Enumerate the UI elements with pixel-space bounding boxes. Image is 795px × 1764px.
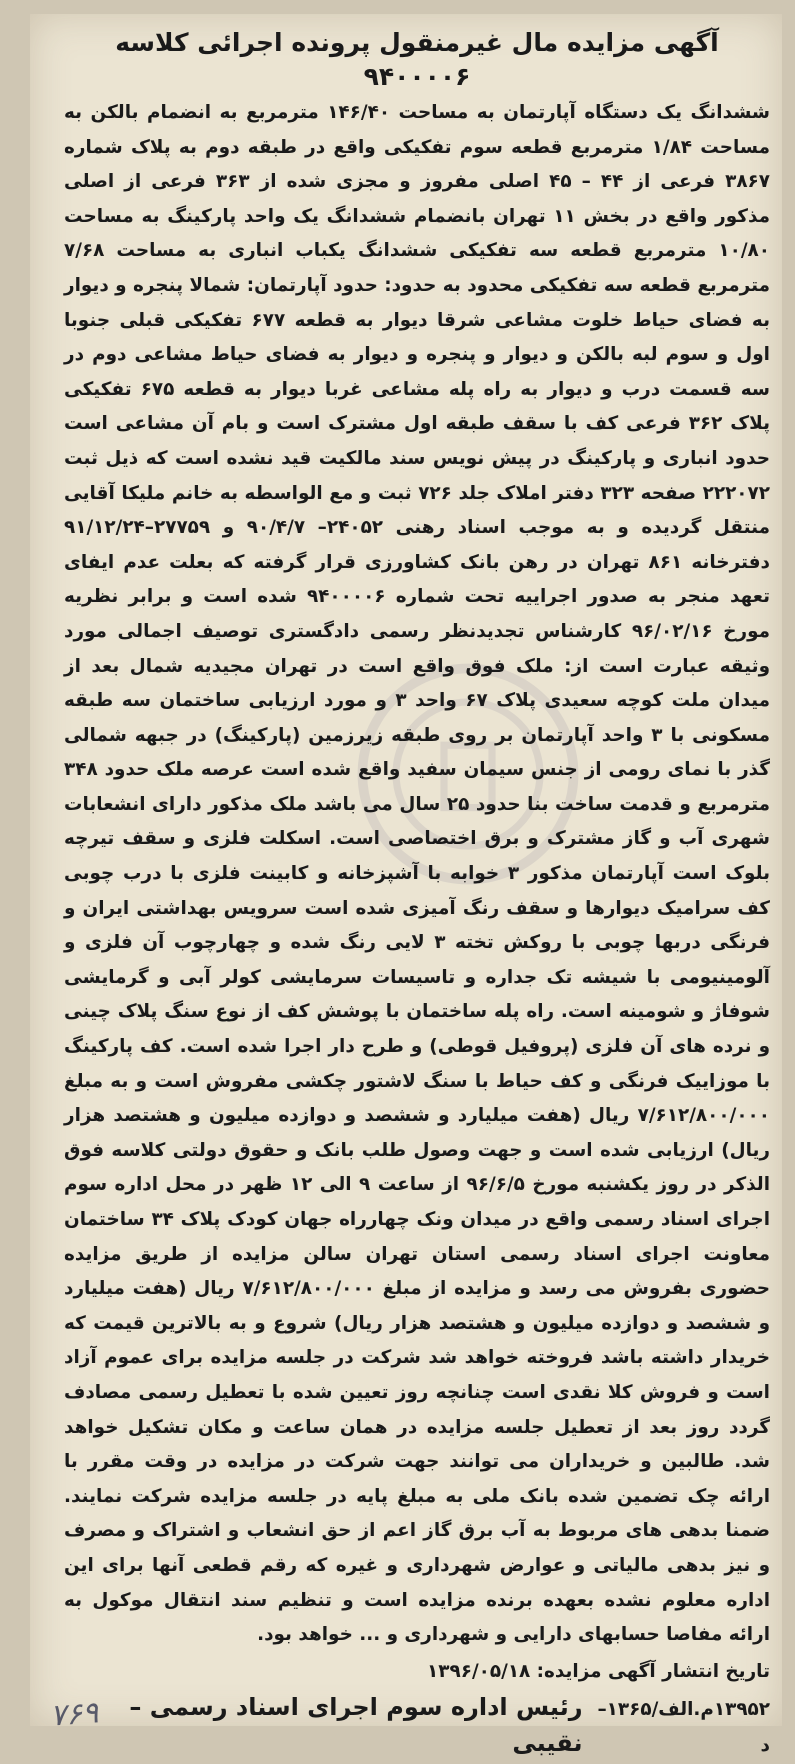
notice-title: آگهی مزایده مال غیرمنقول پرونده اجرائی کلاسه ۹۴۰۰۰۰۶: [115, 28, 719, 91]
reference-code: ۱۳۹۵۲م.الف/۱۳۶۵–د: [597, 1698, 770, 1756]
publication-date: تاریخ انتشار آگهی مزایده: ۱۳۹۶/۰۵/۱۸: [427, 1660, 770, 1682]
notice-body: ششدانگ یک دستگاه آپارتمان به مساحت ۱۴۶/۴۰ مترمربع به انضمام بالکن به مساحت ۱/۸۴ مترمربع قطعه سوم تفکیکی واقع در طبقه دوم به پلاک شماره ۳۸۶۷ فرعی از ۴۴ – ۴۵ اصلی مفروز و مجزی شده از ۳۶۳ فرعی از اصلی مذکور واقع در بخش ۱۱ تهران بانضمام ششدانگ یک واحد پارکینگ به مساحت ۱۰/۸۰ مترمربع قطعه سه تفکیکی ششدانگ یکباب انباری به مساحت ۷/۶۸ مترمربع قطعه سه تفکیکی محدود به حدود: حدود آپارتمان: شمالا پنجره و دیوار به فضای حیاط خلوت مشاعی شرقا دیوار به قطعه ۶۷۷ تفکیکی قبلی جنوبا اول و سوم لبه بالکن و دیوار و پنجره و دیوار به فضای حیاط مشاعی دوم در سه قسمت درب و دیوار به راه پله مشاعی غربا دیوار به قطعه ۶۷۵ تفکیکی پلاک ۳۶۲ فرعی کف با سقف طبقه اول مشترک است و بام آن مشاعی است حدود انباری و پارکینگ در پیش نویس سند مالکیت قید نشده است که ذیل ثبت ۲۲۲۰۷۲ صفحه ۳۲۳ دفتر املاک جلد ۷۲۶ ثبت و مع الواسطه به خانم ملیکا آقایی منتقل گردیده و به موجب اسناد رهنی ۲۴۰۵۲– ۹۰/۴/۷ و ۲۷۷۵۹–۹۱/۱۲/۲۴ دفترخانه ۸۶۱ تهران در رهن بانک کشاورزی قرار گرفته که بعلت عدم ایفای تعهد منجر به صدور اجراییه تحت شماره ۹۴۰۰۰۰۶ شده است و برابر نظریه مورخ ۹۶/۰۲/۱۶ کارشناس تجدیدنظر رسمی دادگستری توصیف اجمالی مورد وثیقه عبارت است از: ملک فوق واقع است در تهران مجیدیه شمال بعد از میدان ملت کوچه سعیدی پلاک ۶۷ واحد ۳ و مورد ارزیابی ساختمان سه طبقه مسکونی با ۳ واحد آپارتمان بر روی طبقه زیرزمین (پارکینگ) در جبهه شمالی گذر با نمای رومی از جنس سیمان سفید واقع شده است عرصه ملک حدود ۳۴۸ مترمربع و قدمت ساخت بنا حدود ۲۵ سال می باشد ملک مذکور دارای انشعابات شهری آب و گاز مشترک و برق اختصاصی است. اسکلت فلزی و سقف تیرچه بلوک است آپارتمان مذکور ۳ خوابه با آشپزخانه و کابینت فلزی با درب چوبی کف سرامیک دیوارها و سقف رنگ آمیزی شده است سرویس بهداشتی ایران و فرنگی دربها چوبی با روکش تخته ۳ لایی رنگ شده و چهارچوب آن فلزی و آلومینیومی با شیشه تک جداره و تاسیسات سرمایشی کولر آبی و گرمایشی شوفاژ و شومینه است. راه پله ساختمان با پوشش کف از نوع سنگ پلاک چینی و نرده های آن فلزی (پروفیل قوطی) و طرح دار اجرا شده است. کف پارکینگ با موزاییک فرنگی و کف حیاط با سنگ لاشتور چکشی مفروش است و به مبلغ ۷/۶۱۲/۸۰۰/۰۰۰ ریال (هفت میلیارد و ششصد و دوازده میلیون و هشتصد هزار ریال) ارزیابی شده است و جهت وصول طلب بانک و حقوق دولتی کلاسه فوق الذکر در روز یکشنبه مورخ ۹۶/۶/۵ از ساعت ۹ الی ۱۲ ظهر در محل اداره سوم اجرای اسناد رسمی واقع در میدان ونک چهارراه جهان کودک پلاک ۳۴ ساختمان معاونت اجرای اسناد رسمی استان تهران سالن مزایده از طریق مزایده حضوری بفروش می رسد و مزایده از مبلغ ۷/۶۱۲/۸۰۰/۰۰۰ ریال (هفت میلیارد و ششصد و دوازده میلیون و هشتصد هزار ریال) شروع و به بالاترین قیمت که خریدار داشته باشد فروخته خواهد شد شرکت در جلسه مزایده برای عموم آزاد است و فروش کلا نقدی است چنانچه روز تعیین شده با تعطیل رسمی مصادف گردد روز بعد از تعطیل جلسه مزایده در همان ساعت و مکان تشکیل خواهد شد. طالبین و خریداران می توانند جهت شرکت در مزایده در وقت مقرر با ارائه چک تضمین شده بانک ملی به مبلغ پایه در جلسه مزایده شرکت نمایند. ضمنا بدهی های مربوط به آب برق گاز اعم از حق انشعاب و اشتراک و مصرف و نیز بدهی مالیاتی و عوارض شهرداری و غیره که رقم قطعی آنها برای این اداره معلوم نشده بعهده برنده مزایده است و تنظیم سند انتقال موکول به ارائه مفاصا حسابهای دارایی و شهرداری و ... خواهد بود.: [64, 102, 771, 1646]
notice-footer: [64, 1689, 770, 1764]
newspaper-clipping: [30, 14, 782, 1757]
handwritten-note: ۷۶۹: [48, 1695, 100, 1734]
signer-title: رئیس اداره سوم اجرای اسناد رسمی – نقیبی: [129, 1692, 583, 1757]
auction-notice: [64, 26, 770, 1764]
